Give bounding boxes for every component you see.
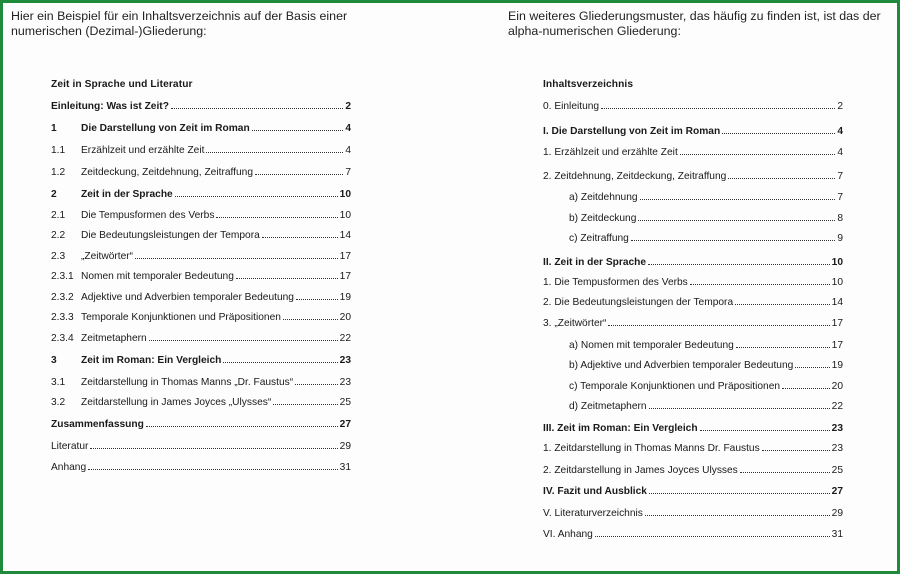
- right-toc-entry: [543, 275, 843, 290]
- entry-title: 2. Zeitdehnung, Zeitdeckung, Zeitraffung: [543, 171, 727, 182]
- left-toc-entry: [51, 249, 351, 264]
- left-toc-entry: [51, 375, 351, 390]
- dot-leader: [762, 441, 830, 451]
- page-number: 4: [345, 123, 351, 134]
- page-number: 10: [339, 210, 351, 221]
- entry-title: Die Bedeutungsleistungen der Tempora: [81, 230, 260, 241]
- dot-leader: [608, 316, 829, 326]
- entry-number: 2.3.3: [51, 312, 74, 323]
- dot-leader: [149, 331, 338, 341]
- entry-title: IV. Fazit und Ausblick: [543, 486, 647, 497]
- entry-title: Zeit in der Sprache: [81, 189, 173, 200]
- dot-leader: [236, 269, 338, 279]
- left-toc-entry: [51, 187, 351, 202]
- page-number: 29: [831, 508, 843, 519]
- entry-title: Einleitung: Was ist Zeit?: [51, 101, 169, 112]
- dot-leader: [649, 399, 830, 409]
- entry-title: 1. Die Tempusformen des Verbs: [543, 277, 688, 288]
- entry-number: 3.1: [51, 377, 66, 388]
- entry-title: VI. Anhang: [543, 529, 593, 540]
- right-toc-entry: [543, 145, 843, 160]
- entry-number: 1: [51, 123, 57, 134]
- entry-title: Zeit im Roman: Ein Vergleich: [81, 355, 222, 366]
- dot-leader: [146, 417, 338, 427]
- dot-leader: [638, 211, 835, 221]
- dot-leader: [595, 527, 830, 537]
- entry-title: Zeitdarstellung in Thomas Manns „Dr. Faustus“: [81, 377, 294, 388]
- entry-title: II. Zeit in der Sprache: [543, 257, 647, 268]
- right-toc-entry: [569, 338, 843, 353]
- dot-leader: [171, 99, 343, 109]
- dot-leader: [88, 460, 338, 470]
- entry-title: 2. Die Bedeutungsleistungen der Tempora: [543, 297, 734, 308]
- dot-leader: [649, 484, 830, 494]
- right-toc-entry: [569, 358, 843, 373]
- entry-title: Zusammenfassung: [51, 419, 144, 430]
- page-number: 17: [339, 271, 351, 282]
- dot-leader: [690, 275, 830, 285]
- page-number: 31: [831, 529, 843, 540]
- left-toc-entry: [51, 165, 351, 180]
- entry-title: c) Zeitraffung: [569, 233, 629, 244]
- dot-leader: [640, 190, 836, 200]
- left-toc-entry: [51, 353, 351, 368]
- dot-leader: [722, 124, 835, 134]
- dot-leader: [601, 99, 835, 109]
- entry-number: 3.2: [51, 397, 66, 408]
- page-number: 4: [345, 145, 351, 156]
- entry-title: a) Nomen mit temporaler Bedeutung: [569, 340, 734, 351]
- entry-number: 2.3.1: [51, 271, 74, 282]
- page-number: 23: [339, 355, 351, 366]
- right-toc-entry: [569, 211, 843, 226]
- dot-leader: [252, 121, 344, 131]
- page-number: 9: [837, 233, 843, 244]
- entry-number: 2.2: [51, 230, 66, 241]
- left-intro-text: Hier ein Beispiel für ein Inhaltsverzeichnis auf der Basis einer numerischen (Dezimal-)Gliederung:: [11, 9, 348, 38]
- dot-leader: [645, 506, 830, 516]
- dot-leader: [216, 208, 337, 218]
- entry-title: Zeitmetaphern: [81, 333, 147, 344]
- dot-leader: [728, 169, 835, 179]
- decimal-toc-title: Zeit in Sprache und Literatur: [51, 79, 193, 90]
- entry-title: b) Adjektive und Adverbien temporaler Bedeutung: [569, 360, 794, 371]
- page-number: 20: [339, 312, 351, 323]
- dot-leader: [90, 439, 337, 449]
- dot-leader: [295, 375, 338, 385]
- entry-title: 2. Zeitdarstellung in James Joyces Ulysses: [543, 465, 738, 476]
- page-number: 25: [831, 465, 843, 476]
- page-number: 19: [831, 360, 843, 371]
- left-toc-entry: [51, 208, 351, 223]
- entry-title: „Zeitwörter“: [81, 251, 134, 262]
- page-number: 10: [831, 277, 843, 288]
- entry-title: c) Temporale Konjunktionen und Präpositionen: [569, 381, 781, 392]
- left-toc-entry: [51, 143, 351, 158]
- page-number: 23: [831, 423, 843, 434]
- page-number: 2: [345, 101, 351, 112]
- right-toc-entry: [543, 506, 843, 521]
- page-number: 27: [339, 419, 351, 430]
- page-number: 29: [339, 441, 351, 452]
- entry-title: b) Zeitdeckung: [569, 213, 637, 224]
- page-number: 22: [339, 333, 351, 344]
- dot-leader: [631, 231, 835, 241]
- left-toc-entry: [51, 310, 351, 325]
- right-toc-entry: [543, 421, 843, 436]
- page-number: 2: [837, 101, 843, 112]
- page-number: 4: [837, 147, 843, 158]
- left-toc-entry: [51, 121, 351, 136]
- dot-leader: [795, 358, 829, 368]
- page-number: 23: [831, 443, 843, 454]
- page-number: 27: [831, 486, 843, 497]
- right-toc-entry: [543, 99, 843, 114]
- right-toc-entry: [543, 124, 843, 139]
- right-toc-entry: [543, 255, 843, 270]
- page-number: 20: [831, 381, 843, 392]
- dot-leader: [262, 228, 338, 238]
- right-toc-entry: [543, 169, 843, 184]
- right-toc-entry: [543, 484, 843, 499]
- entry-title: I. Die Darstellung von Zeit im Roman: [543, 126, 721, 137]
- left-toc-entry: [51, 99, 351, 114]
- page-number: 17: [339, 251, 351, 262]
- entry-title: Adjektive und Adverbien temporaler Bedeutung: [81, 292, 294, 303]
- page-number: 17: [831, 318, 843, 329]
- dot-leader: [782, 379, 830, 389]
- entry-title: Temporale Konjunktionen und Präpositionen: [81, 312, 281, 323]
- entry-number: 3: [51, 355, 57, 366]
- left-toc-entry: [51, 290, 351, 305]
- entry-number: 2.3.2: [51, 292, 74, 303]
- dot-leader: [740, 463, 830, 473]
- entry-title: Die Darstellung von Zeit im Roman: [81, 123, 250, 134]
- entry-title: 0. Einleitung: [543, 101, 600, 112]
- page-number: 14: [339, 230, 351, 241]
- dot-leader: [700, 421, 830, 431]
- entry-title: Zeitdeckung, Zeitdehnung, Zeitraffung: [81, 167, 253, 178]
- page-number: 10: [831, 257, 843, 268]
- dot-leader: [223, 353, 337, 363]
- entry-number: 1.2: [51, 167, 66, 178]
- entry-title: Die Tempusformen des Verbs: [81, 210, 215, 221]
- dot-leader: [296, 290, 338, 300]
- entry-number: 1.1: [51, 145, 66, 156]
- entry-title: 1. Erzählzeit und erzählte Zeit: [543, 147, 678, 158]
- left-toc-entry: [51, 439, 351, 454]
- page-number: 22: [831, 401, 843, 412]
- entry-title: Nomen mit temporaler Bedeutung: [81, 271, 234, 282]
- page-number: 14: [831, 297, 843, 308]
- right-toc-entry: [543, 463, 843, 478]
- dot-leader: [283, 310, 338, 320]
- page-number: 7: [837, 171, 843, 182]
- right-toc-entry: [569, 231, 843, 246]
- page-number: 17: [831, 340, 843, 351]
- page-number: 8: [837, 213, 843, 224]
- page-number: 4: [837, 126, 843, 137]
- dot-leader: [735, 295, 830, 305]
- page-number: 10: [339, 189, 351, 200]
- page-number: 7: [837, 192, 843, 203]
- dot-leader: [206, 143, 343, 153]
- dot-leader: [175, 187, 338, 197]
- page-number: 7: [345, 167, 351, 178]
- entry-title: 1. Zeitdarstellung in Thomas Manns Dr. Faustus: [543, 443, 760, 454]
- right-intro-text: Ein weiteres Gliederungsmuster, das häufig zu finden ist, ist das der alpha-numerischen Gliederung:: [508, 9, 881, 38]
- page-number: 19: [339, 292, 351, 303]
- left-toc-entry: [51, 228, 351, 243]
- left-toc-entry: [51, 269, 351, 284]
- left-toc-entry: [51, 460, 351, 475]
- entry-title: V. Literaturverzeichnis: [543, 508, 643, 519]
- dot-leader: [648, 255, 830, 265]
- page-number: 25: [339, 397, 351, 408]
- entry-number: 2.3: [51, 251, 66, 262]
- entry-number: 2: [51, 189, 57, 200]
- entry-number: 2.1: [51, 210, 66, 221]
- entry-title: d) Zeitmetaphern: [569, 401, 647, 412]
- entry-title: 3. „Zeitwörter“: [543, 318, 607, 329]
- entry-number: 2.3.4: [51, 333, 74, 344]
- alphanumeric-toc-title: Inhaltsverzeichnis: [543, 79, 634, 90]
- entry-title: Zeitdarstellung in James Joyces „Ulysses“: [81, 397, 272, 408]
- page-number: 31: [339, 462, 351, 473]
- left-toc-entry: [51, 395, 351, 410]
- right-toc-entry: [543, 441, 843, 456]
- entry-title: Literatur: [51, 441, 89, 452]
- entry-title: Erzählzeit und erzählte Zeit: [81, 145, 205, 156]
- right-toc-entry: [543, 316, 843, 331]
- right-toc-entry: [543, 527, 843, 542]
- right-toc-entry: [569, 379, 843, 394]
- dot-leader: [135, 249, 338, 259]
- left-toc-entry: [51, 331, 351, 346]
- entry-title: III. Zeit im Roman: Ein Vergleich: [543, 423, 698, 434]
- entry-title: Anhang: [51, 462, 87, 473]
- right-toc-entry: [569, 190, 843, 205]
- dot-leader: [680, 145, 836, 155]
- page-number: 23: [339, 377, 351, 388]
- right-toc-entry: [569, 399, 843, 414]
- left-toc-entry: [51, 417, 351, 432]
- right-toc-entry: [543, 295, 843, 310]
- dot-leader: [736, 338, 830, 348]
- entry-title: a) Zeitdehnung: [569, 192, 638, 203]
- dot-leader: [255, 165, 343, 175]
- dot-leader: [273, 395, 337, 405]
